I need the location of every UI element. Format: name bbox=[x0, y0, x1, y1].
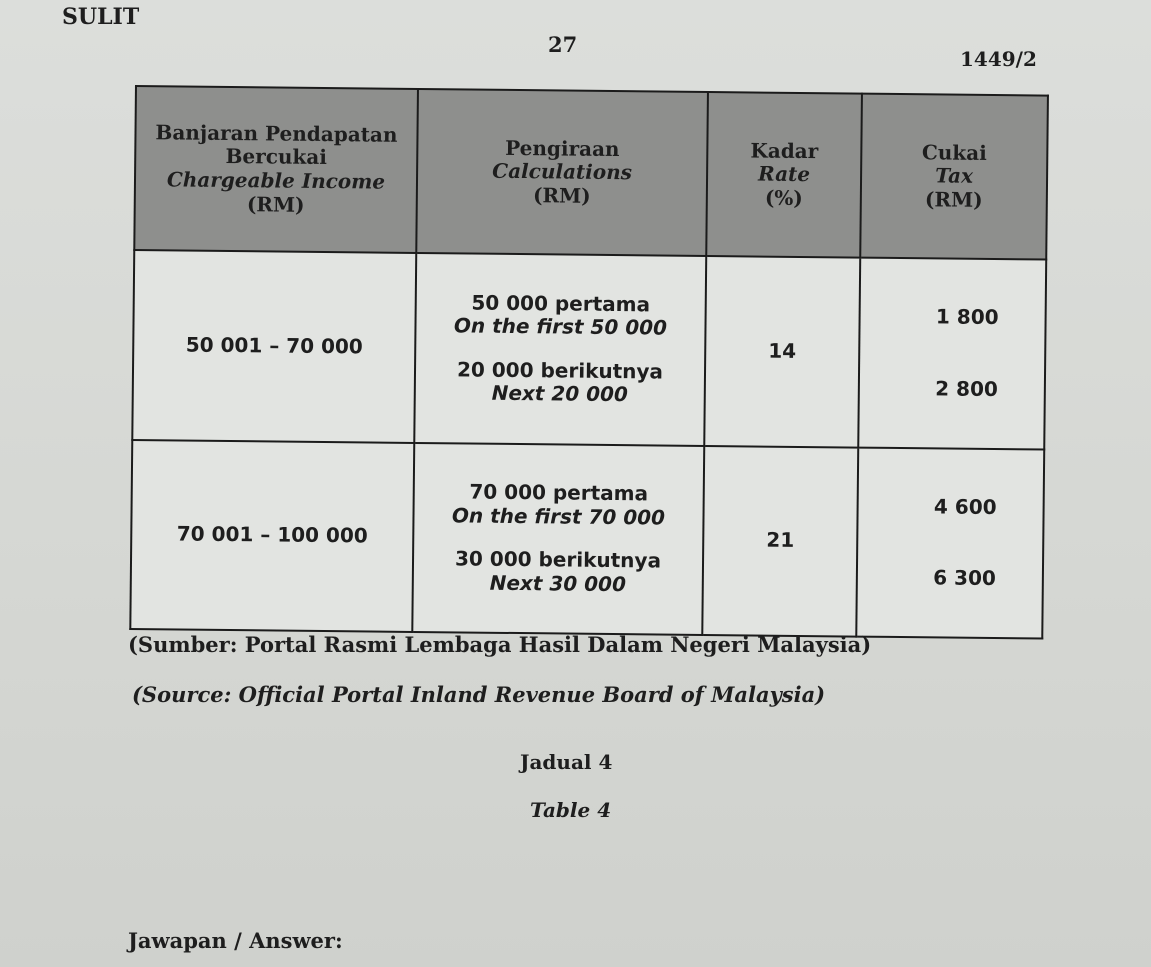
header-ms: Pengiraan bbox=[505, 135, 620, 161]
header-rate bbox=[706, 92, 862, 258]
header-en: Rate bbox=[757, 161, 811, 187]
header-ms-line1: Banjaran Pendapatan bbox=[155, 120, 398, 147]
source-note-english: (Source: Official Portal Inland Revenue Board of Malaysia) bbox=[132, 682, 826, 707]
header-unit: (RM) bbox=[924, 187, 983, 212]
calc-first-en: On the first 70 000 bbox=[451, 502, 666, 530]
calc-first-ms: 50 000 pertama bbox=[471, 290, 651, 316]
table-row bbox=[132, 250, 1046, 449]
header-ms: Kadar bbox=[750, 138, 819, 163]
confidential-label: SULIT bbox=[62, 4, 140, 30]
calc-next-en: Next 20 000 bbox=[491, 381, 629, 407]
header-calculations bbox=[416, 89, 708, 256]
header-unit: (%) bbox=[764, 185, 803, 210]
header-ms: Cukai bbox=[921, 139, 987, 165]
header-unit: (RM) bbox=[532, 182, 591, 208]
calc-next-ms: 20 000 berikutnya bbox=[456, 357, 664, 384]
table-row bbox=[130, 439, 1044, 638]
calculation-cell bbox=[414, 253, 706, 446]
header-chargeable-income bbox=[134, 86, 418, 253]
header-en: Chargeable Income bbox=[166, 167, 386, 194]
source-note-malay: (Sumber: Portal Rasmi Lembaga Hasil Dalam Negeri Malaysia) bbox=[128, 632, 872, 657]
table-caption-english: Table 4 bbox=[530, 798, 612, 822]
table-caption-malay: Jadual 4 bbox=[520, 750, 613, 774]
calculation-cell bbox=[412, 442, 704, 635]
income-tax-table bbox=[129, 85, 1049, 640]
table-header-row bbox=[134, 86, 1048, 260]
calc-first-ms: 70 000 pertama bbox=[469, 479, 649, 506]
rate-cell: 21 bbox=[702, 445, 858, 636]
calc-first-en: On the first 50 000 bbox=[453, 313, 668, 340]
header-tax bbox=[860, 94, 1048, 260]
tax-next: 2 800 bbox=[935, 376, 998, 401]
page-number: 27 bbox=[548, 32, 578, 57]
tax-first: 4 600 bbox=[933, 494, 997, 519]
rate-cell: 14 bbox=[704, 256, 860, 447]
income-range-cell: 50 001 – 70 000 bbox=[132, 250, 416, 442]
header-en: Tax bbox=[935, 163, 974, 188]
income-range-cell: 70 001 – 100 000 bbox=[130, 439, 414, 631]
tax-cell bbox=[858, 258, 1046, 449]
calc-next-ms: 30 000 berikutnya bbox=[454, 546, 662, 573]
header-ms-line2: Bercukai bbox=[225, 144, 328, 170]
answer-label: Jawapan / Answer: bbox=[128, 928, 343, 953]
header-unit: (RM) bbox=[246, 191, 305, 217]
header-en: Calculations bbox=[492, 158, 633, 185]
tax-first: 1 800 bbox=[935, 304, 999, 330]
calc-next-en: Next 30 000 bbox=[489, 570, 627, 597]
paper-code: 1449/2 bbox=[960, 47, 1037, 71]
tax-cell bbox=[856, 447, 1044, 638]
tax-next: 6 300 bbox=[933, 565, 997, 591]
